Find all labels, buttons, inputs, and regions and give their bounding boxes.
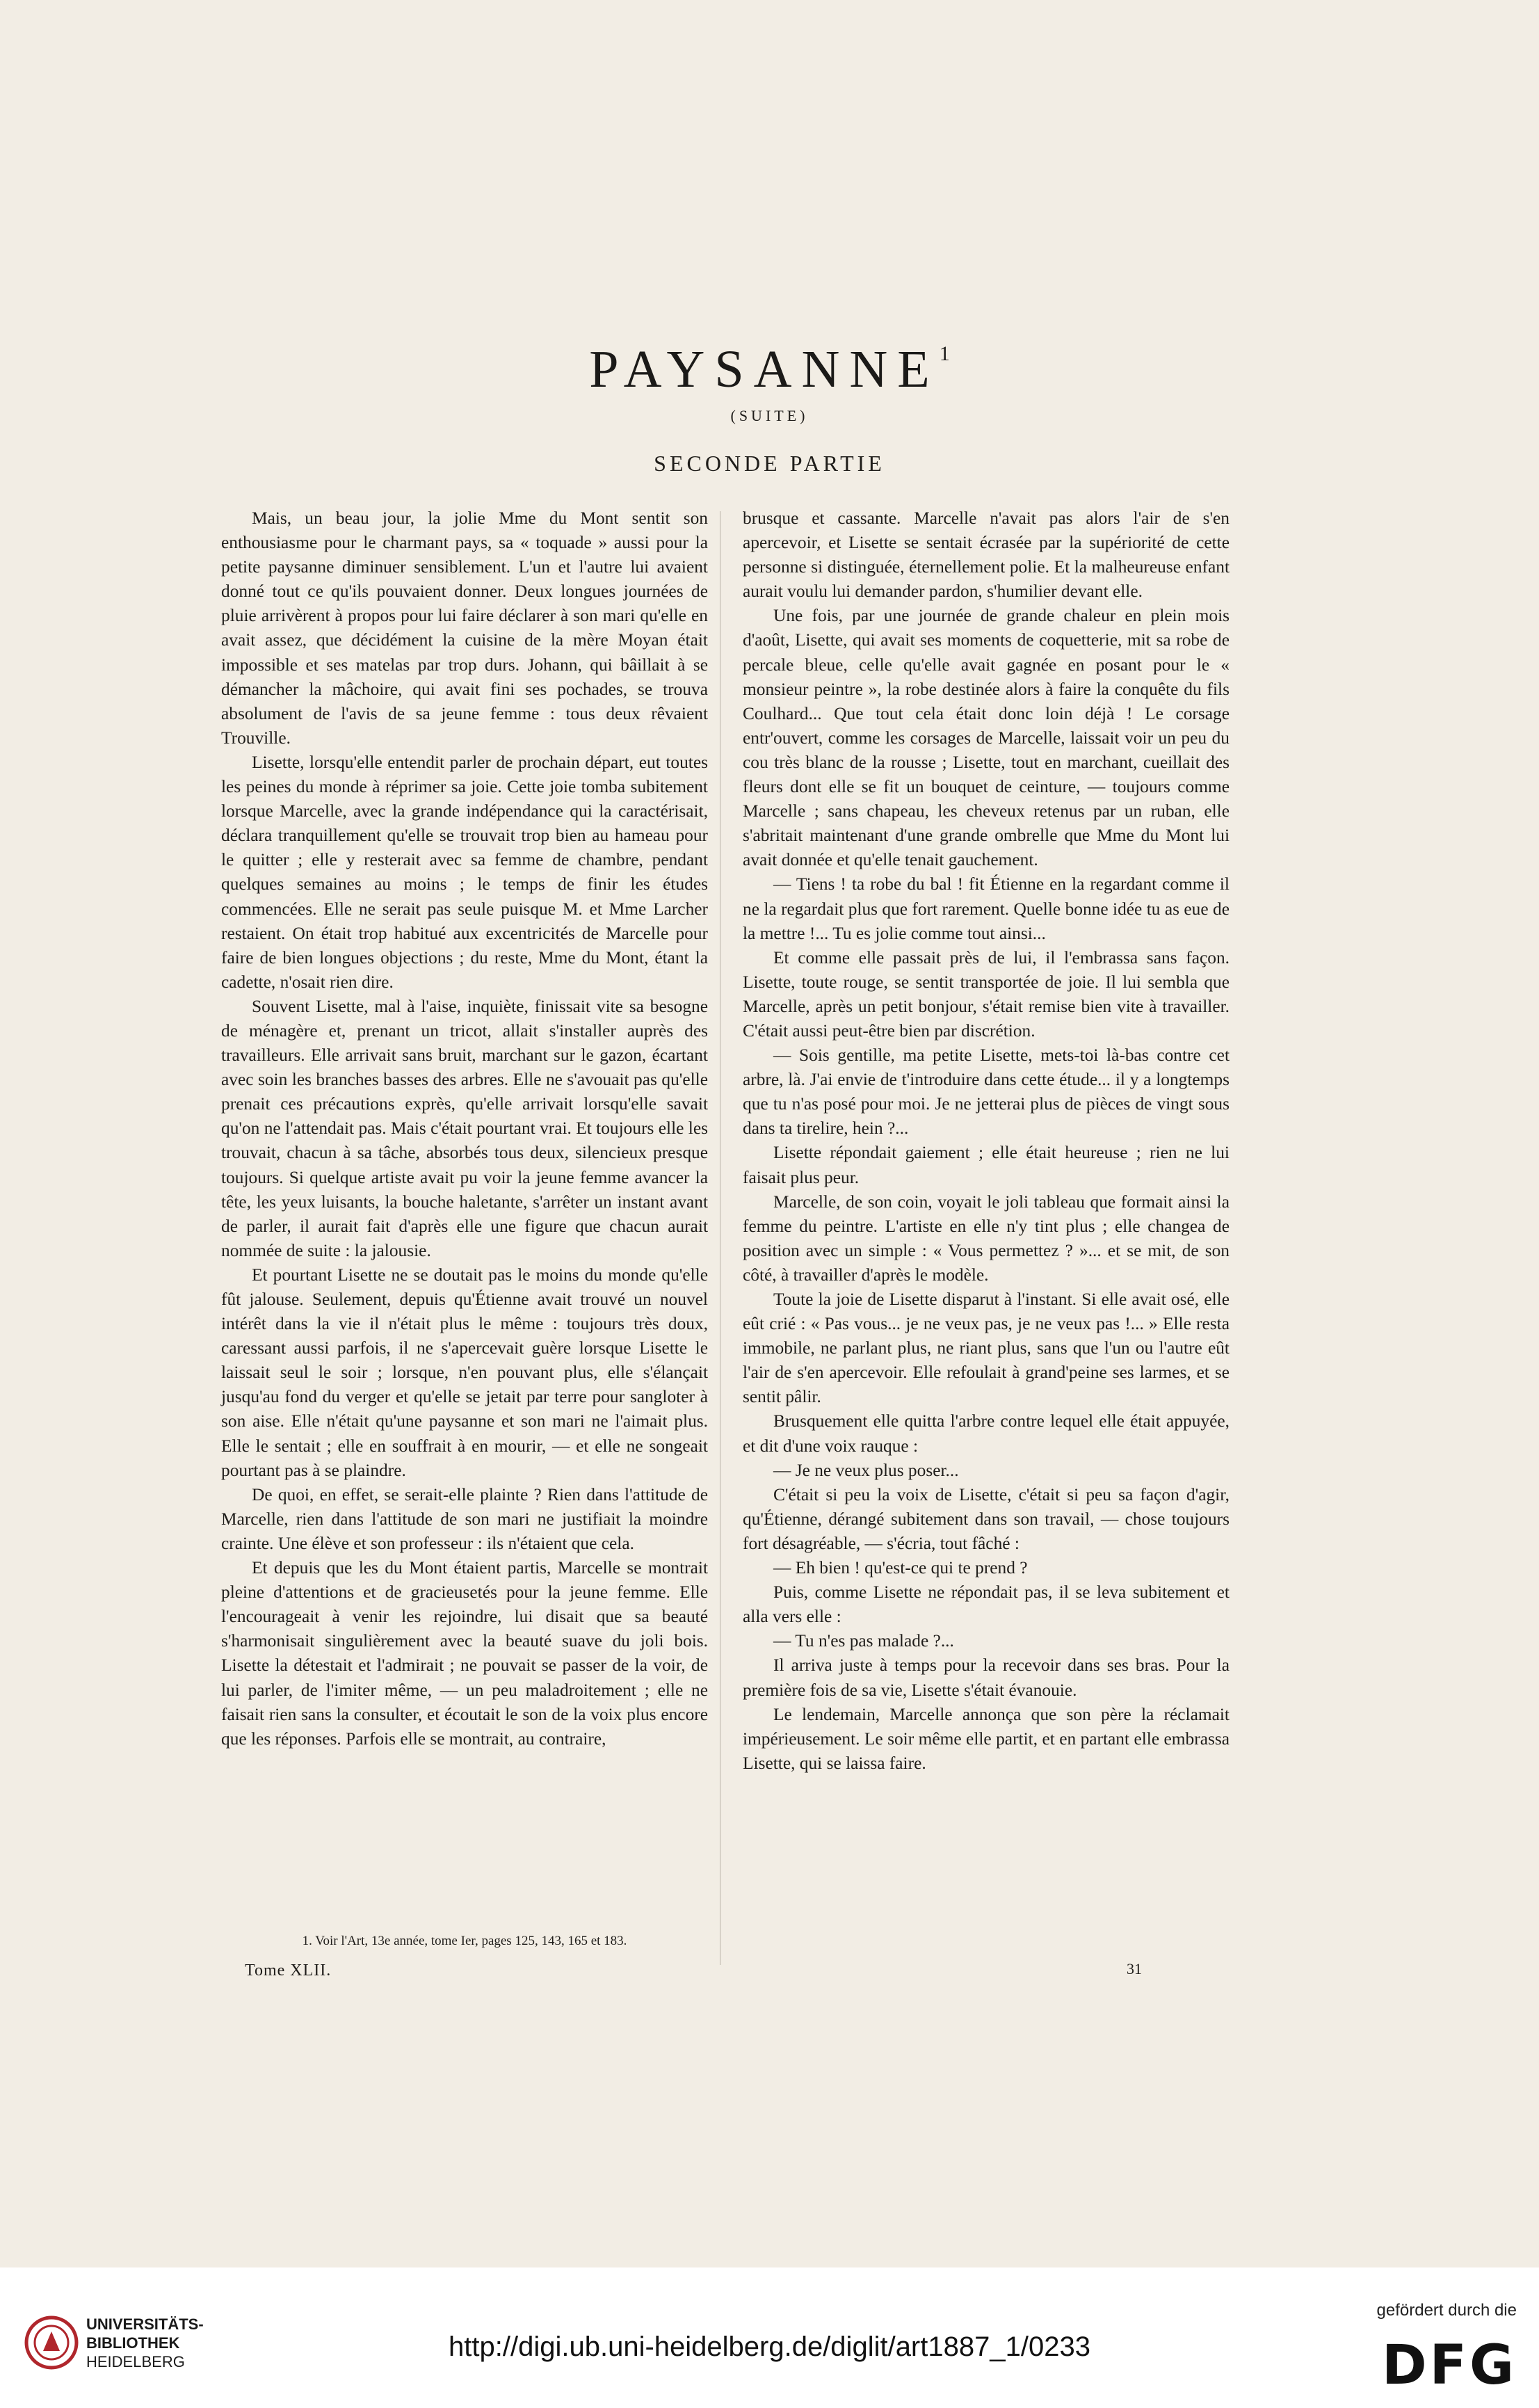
title-footnote-marker: 1 bbox=[939, 342, 950, 365]
paragraph: Marcelle, de son coin, voyait le joli tableau que formait ainsi la femme du peintre. L'artiste en elle n'y tint plus ; elle changea de position avec un simple : « Vous permettez ? »... et se mit, de son côté, à travailler d'après le modèle. bbox=[743, 1191, 1230, 1285]
paragraph: Lisette, lorsqu'elle entendit parler de prochain départ, eut toutes les peines du monde à réprimer sa joie. Cette joie tomba subitement lorsque Marcelle, avec la grande indépendance qui la caractérisait, déclara tranquillement qu'elle se trouvait trop bien au hameau pour le quitter ; elle y resterait avec sa femme de chambre, pendant quelques semaines au moins ; le temps de finir les études commencées. Elle ne serait pas seule puisque M. et Mme Larcher restaient. On était trop habitué aux excentricités de Marcelle pour faire de bien longues objections ; du reste, Mme du Mont, étant la cadette, n'osait rien dire. bbox=[221, 752, 708, 992]
dfg-logo: DFG bbox=[1381, 2334, 1517, 2397]
paragraph: — Tiens ! ta robe du bal ! fit Étienne en la regardant comme il ne la regardait plus que fort rarement. Quelle bonne idée tu as eue de la mettre !... Tu es jolie comme tout ainsi... bbox=[743, 874, 1230, 943]
right-column bbox=[743, 506, 1230, 1776]
paragraph: Mais, un beau jour, la jolie Mme du Mont sentit son enthousiasme pour le charmant pays, sa « toquade » aussi pour la petite paysanne diminuer sensiblement. L'un et l'autre lui avaient donné tout ce qu'ils pouvaient donner. Deux longues journées de pluie arrivèrent à propos pour lui faire déclarer à son mari qu'elle en avait assez, que décidément la cuisine de la mère Moyan était impossible et ses matelas par trop durs. Johann, qui bâillait à se démancher la mâchoire, qui avait fini ses pochades, se trouva absolument de l'avis de sa jeune femme : tous deux rêvaient Trouville. bbox=[221, 508, 708, 748]
paragraph: — Tu n'es pas malade ?... bbox=[773, 1631, 954, 1651]
paragraph: Souvent Lisette, mal à l'aise, inquiète, finissait vite sa besogne de ménagère et, prenant un tricot, allait s'installer auprès des travailleurs. Elle arrivait sans bruit, marchant sur le gazon, écartant avec soin les branches basses des arbres. Elle ne s'avouait pas qu'elle prenait ces précautions exprès, qu'elle arrivait lorsqu'elle savait qu'on ne l'attendait pas. Mais c'était pourtant vrai. Et toujours elle les trouvait, chacun à sa tâche, absorbés tous deux, silencieux presque toujours. Si quelque artiste avait pu voir la jeune femme avancer la tête, les yeux luisants, la bouche haletante, s'arrêter un instant avant de parler, il aurait fait d'après elle une figure que chacun aurait nommée de suite : la jalousie. bbox=[221, 996, 708, 1260]
footnote: 1. Voir l'Art, 13e année, tome Ier, pages 125, 143, 165 et 183. bbox=[302, 1934, 627, 1948]
paragraph: Et comme elle passait près de lui, il l'embrassa sans façon. Lisette, toute rouge, se sentit transportée de joie. Il lui sembla que Marcelle, après un petit bonjour, s'était remise bien vite à travailler. C'était aussi peut-être bien par discrétion. bbox=[743, 947, 1230, 1041]
article-subtitle: (SUITE) bbox=[730, 407, 809, 424]
university-name: UNIVERSITÄTS- BIBLIOTHEK HEIDELBERG bbox=[86, 2315, 204, 2370]
funded-by-label: gefördert durch die bbox=[1376, 2301, 1517, 2320]
article-title: PAYSANNE$^1$ bbox=[589, 340, 950, 399]
paragraph: Le lendemain, Marcelle annonça que son père la réclamait impérieusement. Le soir même elle partit, et en partant elle embrassa Lisette, qui se laissa faire. bbox=[743, 1704, 1230, 1773]
paragraph: Une fois, par une journée de grande chaleur en plein mois d'août, Lisette, qui avait ses moments de coquetterie, mit sa robe de percale bleue, celle qu'elle avait gagnée en posant pour le « monsieur peintre », la robe destinée alors à faire la conquête du fils Coulhard... Que tout cela était donc loin déjà ! Le corsage entr'ouvert, comme les corsages de Marcelle, laissait voir un peu du cou très blanc de la rousse ; Lisette, tout en marchant, cueillait des fleurs dont elle se fit un bouquet de ceinture, — toujours comme Marcelle ; sans chapeau, les cheveux retenus par un ruban, elle s'abritait maintenant d'une grande ombrelle que Mme du Mont lui avait donnée et qu'elle tenait gauchement. bbox=[743, 606, 1230, 870]
paragraph: — Je ne veux plus poser... bbox=[773, 1460, 959, 1480]
paragraph: Il arriva juste à temps pour la recevoir dans ses bras. Pour la première fois de sa vie, Lisette s'était évanouie. bbox=[743, 1655, 1230, 1700]
paragraph: Brusquement elle quitta l'arbre contre lequel elle était appuyée, et dit d'une voix rauque : bbox=[743, 1411, 1230, 1456]
part-heading: SECONDE PARTIE bbox=[654, 451, 885, 476]
paragraph: brusque et cassante. Marcelle n'avait pas alors l'air de s'en apercevoir, et Lisette se sentait écrasée par la supériorité de cette personne si distinguée, éternellement polie. Et la malheureuse enfant aurait voulu lui demander pardon, s'humilier devant elle. bbox=[743, 508, 1230, 602]
library-footer bbox=[0, 2267, 1539, 2408]
paragraph: De quoi, en effet, se serait-elle plainte ? Rien dans l'attitude de Marcelle, rien dans l'attitude de son mari ne justifiait la moindre crainte. Une élève et son professeur : ils n'étaient que cela. bbox=[221, 1484, 708, 1553]
permalink-url[interactable]: http://digi.ub.uni-heidelberg.de/diglit/art1887_1/0233 bbox=[449, 2331, 1090, 2362]
paragraph: — Eh bien ! qu'est-ce qui te prend ? bbox=[773, 1558, 1028, 1578]
page-number: 31 bbox=[1127, 1960, 1142, 1977]
paragraph: Et depuis que les du Mont étaient partis, Marcelle se montrait pleine d'attentions et de gracieusetés pour la jeune femme. Elle l'encourageait à venir les rejoindre, lui disait que sa beauté s'harmonisait singulièrement avec la beauté suave du joli bois. Lisette la détestait et l'admirait ; ne pouvait se passer de la voir, de lui parler, de l'imiter même, — un peu maladroitement ; elle ne faisait rien sans la consulter, et écoutait le son de la voix plus encore que les réponses. Parfois elle se montrait, au contraire, bbox=[221, 1558, 708, 1749]
paragraph: Puis, comme Lisette ne répondait pas, il se leva subitement et alla vers elle : bbox=[743, 1582, 1230, 1627]
paragraph: C'était si peu la voix de Lisette, c'était si peu sa façon d'agir, qu'Étienne, dérangé subitement dans son travail, — chose toujours fort désagréable, — s'écria, tout fâché : bbox=[743, 1484, 1230, 1553]
paragraph: Lisette répondait gaiement ; elle était heureuse ; rien ne lui faisait plus peur. bbox=[743, 1143, 1230, 1187]
paragraph: — Sois gentille, ma petite Lisette, mets-toi là-bas contre cet arbre, là. J'ai envie de t'introduire dans cette étude... il y a longtemps que tu n'as posé pour moi. Je ne jetterai plus de pièces de vingt sous dans ta tirelire, hein ?... bbox=[743, 1045, 1230, 1139]
left-column bbox=[221, 506, 708, 1751]
volume-label: Tome XLII. bbox=[245, 1961, 332, 1980]
paragraph: Toute la joie de Lisette disparut à l'instant. Si elle avait osé, elle eût crié : « Pas vous... je ne veux pas, je ne veux pas !... » Elle resta immobile, ne parlant plus, ne riant plus, sans que l'un ou l'autre eût l'air de s'en apercevoir. Elle refoulait à grand'peine ses larmes, et se sentit pâlir. bbox=[743, 1290, 1230, 1407]
paragraph: Et pourtant Lisette ne se doutait pas le moins du monde qu'elle fût jalouse. Seulement, depuis qu'Étienne avait trouvé un nouvel intérêt dans la vie il n'était plus le même : toujours très doux, caressant aussi parfois, il ne s'apercevait guère lorsque Lisette le laissait seul le soir ; lorsque, n'en pouvant plus, elle s'élançait jusqu'au fond du verger et qu'elle se jetait par terre pour sangloter à son aise. Elle n'était qu'une paysanne et son mari ne l'aimait plus. Elle le sentait ; elle en souffrait à en mourir, — et elle ne songeait pourtant pas à se plaindre. bbox=[221, 1265, 708, 1480]
